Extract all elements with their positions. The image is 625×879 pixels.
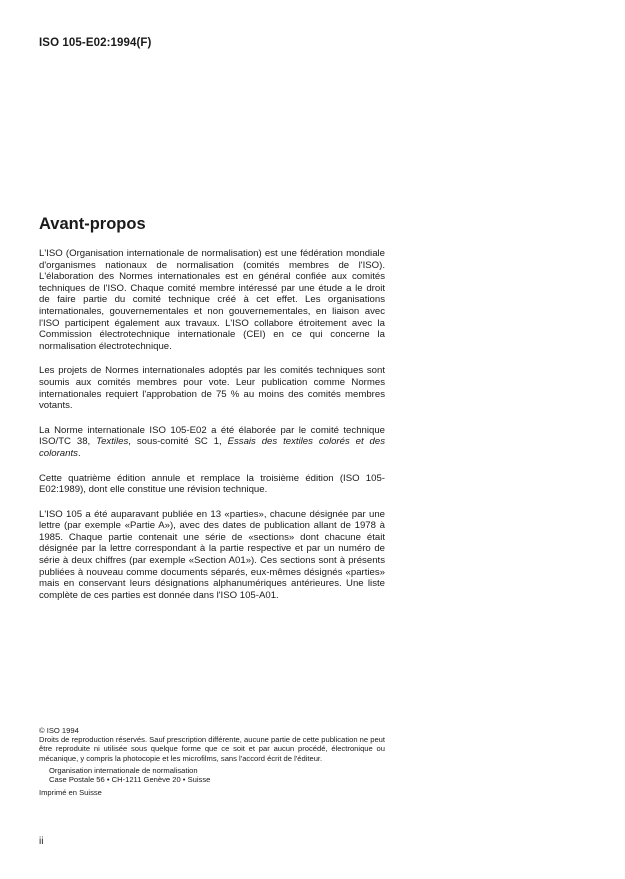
paragraph-edition: Cette quatrième édition annule et remplace la troisième édition (ISO 105-E02:1989), dont elle constitue une révision technique. xyxy=(39,472,385,496)
paragraph-parts-history: L'ISO 105 a été auparavant publiée en 13 «parties», chacune désignée par une lettre (par exemple «Partie A»), avec des dates de publication allant de 1978 à 1985. Chaque partie contenait une série de «sections» dont chacune était désignée par la lettre correspondant à la partie respective et par un numéro de série à deux chiffres (par exemple «Section A01»). Ces sections sont à présents publiées à nouveau comme documents séparés, eux-mêmes désignés «parties» mais en conservant leurs désignations alphanumériques antérieures. Une liste complète de ces parties est donnée dans l'ISO 105-A01. xyxy=(39,508,385,601)
committee-text-end: . xyxy=(77,447,81,459)
document-identifier: ISO 105-E02:1994(F) xyxy=(39,37,152,49)
foreword-body xyxy=(39,248,385,614)
copyright-notice: Droits de reproduction réservés. Sauf prescription différente, aucune partie de cette publication ne peut être reproduite ni utilisée sous quelque forme que ce soit et par aucun procédé, électronique ou mécanique, y compris la photocopie et les microfilms, sans l'accord écrit de l'éditeur. xyxy=(39,735,386,763)
printed-in: Imprimé en Suisse xyxy=(39,788,102,798)
paragraph-voting: Les projets de Normes internationales adoptés par les comités techniques sont soumis aux comités membres pour vote. Leur publication comme Normes internationales requiert l'approbation de 75 % au moins des comités membres votants. xyxy=(39,365,385,412)
page-number: ii xyxy=(39,836,44,847)
copyright-line: © ISO 1994 xyxy=(39,726,79,735)
section-title: Avant-propos xyxy=(39,215,146,233)
committee-text-mid: , sous-comité SC 1, xyxy=(128,436,228,448)
paragraph-iso-description: L'ISO (Organisation internationale de normalisation) est une fédération mondiale d'organismes nationaux de normalisation (comités membres de l'ISO). L'élaboration des Normes internationales est en général confiée aux comités techniques de l'ISO. Chaque comité membre intéressé par une étude a le droit de faire partie du comité technique créé à cet effet. Les organisations internationales, gouvernementales et non gouvernementales, en liaison avec l'ISO participent également aux travaux. L'ISO collabore étroitement avec la Commission électrotechnique internationale (CEI) en ce qui concerne la normalisation électrotechnique. xyxy=(39,248,385,352)
publisher-name: Organisation internationale de normalisation xyxy=(49,765,198,775)
committee-name: Textiles xyxy=(96,436,129,448)
subcommittee-name: Essais des textiles colorés et des colorants xyxy=(39,436,386,459)
committee-text-start: La Norme internationale ISO 105-E02 a été élaborée par le comité technique ISO/TC 38, xyxy=(39,424,385,448)
paragraph-committee xyxy=(39,425,385,460)
copyright-block xyxy=(39,726,385,797)
publisher-address: Case Postale 56 • CH-1211 Genève 20 • Suisse xyxy=(49,775,211,785)
